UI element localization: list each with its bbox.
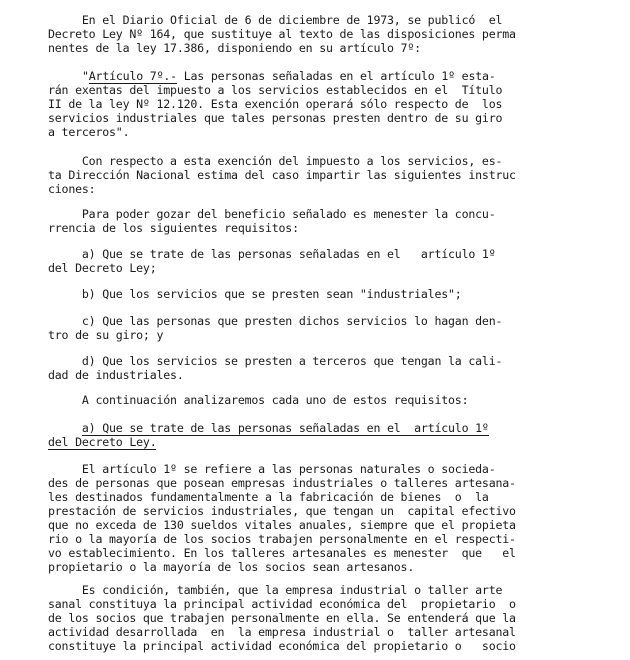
article1-paragraph-line: El artículo 1º se refiere a las personas naturales o socieda- [48, 462, 496, 476]
requirement-a-line: a) Que se trate de las personas señaladas en el artículo 1º [48, 247, 496, 261]
condition-paragraph-line: Es condición, también, que la empresa industrial o taller arte [48, 583, 503, 597]
article-quote-line: servicios industriales que tales personas presten dentro de su giro [48, 111, 503, 125]
decree-paragraph-line: nentes de la ley 17.386, disponiendo en su artículo 7º: [48, 41, 421, 55]
section-a-heading-indent [48, 421, 82, 435]
requirement-d-line: d) Que los servicios se presten a terceros que tengan la cali- [48, 354, 503, 368]
article1-paragraph-line: rio o la mayoría de los socios trabajen personalmente en el respecti- [48, 532, 516, 546]
section-a-heading-line [48, 422, 489, 435]
article-heading: Artículo 7º.- [88, 69, 177, 83]
requirement-d-line: dad de industriales. [48, 368, 184, 382]
article-quote-line: a terceros". [48, 125, 130, 139]
condition-paragraph-line: constituye la principal actividad económica del propietario o socio [48, 639, 516, 653]
article1-paragraph-line: des de personas que posean empresas industriales o talleres artesana- [48, 476, 516, 490]
instructions-paragraph-line: ciones: [48, 182, 96, 196]
instructions-paragraph-line: Con respecto a esta exención del impuesto a los servicios, es- [48, 154, 503, 168]
condition-paragraph-line: de los socios que trabajen personalmente en ella. Se entenderá que la [48, 611, 516, 625]
section-a-heading-text: del Decreto Ley. [48, 435, 157, 449]
condition-paragraph-line: sanal constituya la principal actividad económica del propietario o [48, 597, 516, 611]
requirement-c-line: tro de su giro; y [48, 328, 164, 342]
article1-paragraph-line: que no exceda de 130 sueldos vitales anuales, siempre que el propieta [48, 518, 516, 532]
article1-paragraph-line: propietario o la mayoría de los socios sean artesanos. [48, 560, 415, 574]
decree-paragraph-line: Decreto Ley Nº 164, que sustituye al texto de las disposiciones perma [48, 27, 516, 41]
requirement-a-line: del Decreto Ley; [48, 261, 157, 275]
requirements-intro-line: rrencia de los siguientes requisitos: [48, 221, 299, 235]
article1-paragraph-line: les destinados fundamentalmente a la fabricación de bienes o la [48, 490, 489, 504]
article1-paragraph-line: prestación de servicios industriales, que tengan un capital efectivo [48, 504, 516, 518]
article-quote-line: II de la ley Nº 12.120. Esta exención operará sólo respecto de los [48, 97, 503, 111]
section-a-heading-line [48, 436, 156, 449]
article-first-line-rest: Las personas señaladas en el artículo 1º esta- [176, 69, 496, 83]
section-a-heading-text: a) Que se trate de las personas señaladas en el artículo 1º [81, 421, 489, 435]
requirement-b-line: b) Que los servicios que se presten sean "industriales"; [48, 287, 462, 301]
requirement-c-line: c) Que las personas que presten dichos servicios lo hagan den- [48, 314, 503, 328]
instructions-paragraph-line: ta Dirección Nacional estima del caso impartir las siguientes instruc [48, 168, 516, 182]
article1-paragraph-line: vo establecimiento. En los talleres artesanales es menester que el [48, 546, 516, 560]
analysis-intro-line: A continuación analizaremos cada uno de estos requisitos: [48, 393, 469, 407]
article-quote-line: rán exentas del impuesto a los servicios establecidos en el Título [48, 83, 503, 97]
article-quote-first-line: "Artículo 7º.- Las personas señaladas en el artículo 1º esta- [82, 69, 496, 83]
condition-paragraph-line: actividad desarrollada en la empresa industrial o taller artesanal [48, 625, 516, 639]
decree-paragraph-line: En el Diario Oficial de 6 de diciembre de 1973, se publicó el [48, 13, 503, 27]
requirements-intro-line: Para poder gozar del beneficio señalado es menester la concu- [48, 207, 496, 221]
